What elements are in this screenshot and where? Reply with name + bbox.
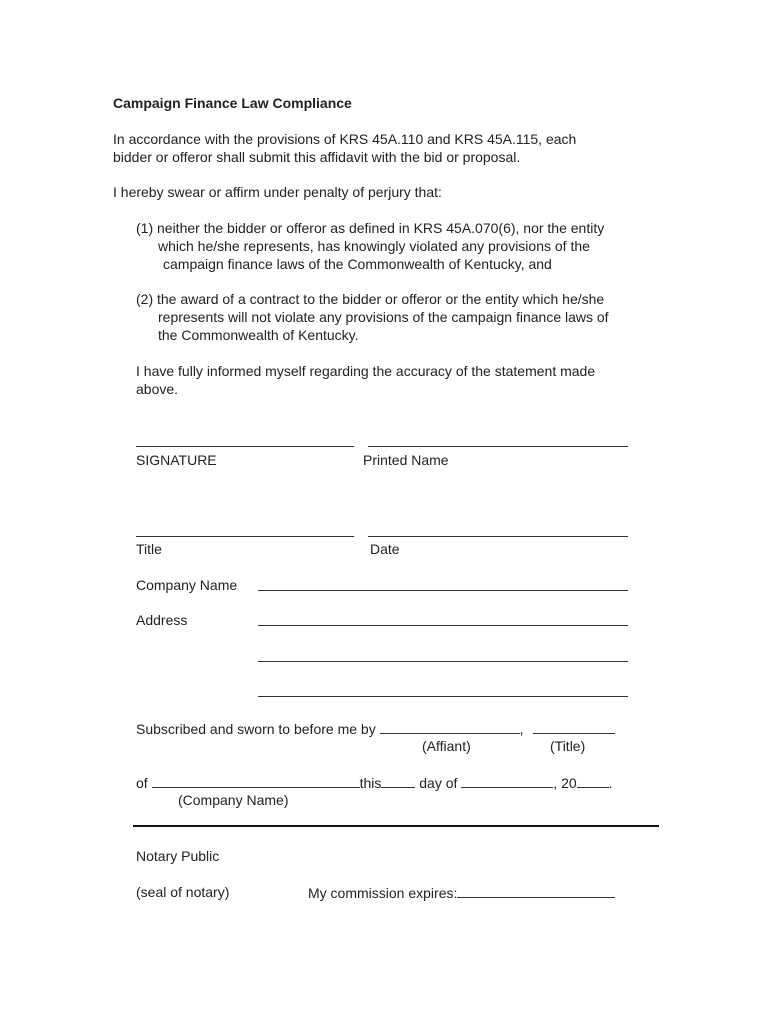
commission-expires-blank[interactable] [457, 883, 615, 898]
day-blank[interactable] [381, 773, 415, 788]
notary-public-label: Notary Public [136, 848, 220, 864]
company-name-caption: (Company Name) [178, 792, 289, 808]
address-line-1[interactable] [258, 625, 628, 626]
month-blank[interactable] [461, 773, 553, 788]
affiant-label: (Affiant) [422, 738, 471, 754]
item-2-line-1: (2) the award of a contract to the bidder or offeror or the entity which he/she [136, 291, 605, 307]
informed-line-1: I have fully informed myself regarding the accuracy of the statement made [136, 363, 596, 379]
affiant-blank[interactable] [380, 719, 520, 734]
day-of-text: day of [419, 775, 458, 791]
title-line[interactable] [136, 536, 354, 537]
commission-expires-label: My commission expires: [308, 885, 458, 901]
affiant-title-label: (Title) [550, 738, 586, 754]
printed-name-line[interactable] [368, 446, 628, 447]
company-blank[interactable] [152, 773, 360, 788]
signature-line[interactable] [136, 446, 354, 447]
swear-statement: I hereby swear or affirm under penalty of perjury that: [113, 184, 442, 200]
intro-text-line-1: In accordance with the provisions of KRS 45A.110 and KRS 45A.115, each [113, 131, 577, 147]
commission-line [308, 883, 615, 902]
item-1-line-2: which he/she represents, has knowingly violated any provisions of the [158, 238, 590, 254]
seal-of-notary-label: (seal of notary) [136, 884, 230, 900]
address-line-2[interactable] [258, 661, 628, 662]
item-1-line-3: campaign finance laws of the Commonwealth of Kentucky, and [163, 256, 552, 272]
date-label: Date [370, 541, 400, 557]
period: . [608, 775, 613, 791]
intro-text-line-2: bidder or offeror shall submit this affidavit with the bid or proposal. [113, 149, 521, 165]
page-title: Campaign Finance Law Compliance [113, 95, 352, 111]
comma: , [519, 721, 524, 737]
informed-line-2: above. [136, 381, 179, 397]
item-1-line-1: (1) neither the bidder or offeror as defined in KRS 45A.070(6), nor the entity [136, 220, 605, 236]
year-blank[interactable] [577, 773, 609, 788]
date-line[interactable] [368, 536, 628, 537]
subscribed-text: Subscribed and sworn to before me by [136, 721, 376, 737]
address-line-3[interactable] [258, 696, 628, 697]
year-prefix: , 20 [553, 775, 577, 791]
company-name-label: Company Name [136, 577, 238, 593]
signature-label: SIGNATURE [136, 452, 217, 468]
subscribed-line [136, 719, 615, 738]
company-name-line[interactable] [258, 590, 628, 591]
of-line [136, 773, 613, 792]
affiant-title-blank[interactable] [533, 719, 615, 734]
this-text: this [359, 775, 382, 791]
address-label: Address [136, 612, 188, 628]
title-label: Title [136, 541, 162, 557]
item-2-line-2: represents will not violate any provisions of the campaign finance laws of [158, 309, 609, 325]
printed-name-label: Printed Name [363, 452, 449, 468]
item-2-line-3: the Commonwealth of Kentucky. [158, 327, 359, 343]
of-text: of [136, 775, 148, 791]
notary-divider [133, 825, 659, 827]
